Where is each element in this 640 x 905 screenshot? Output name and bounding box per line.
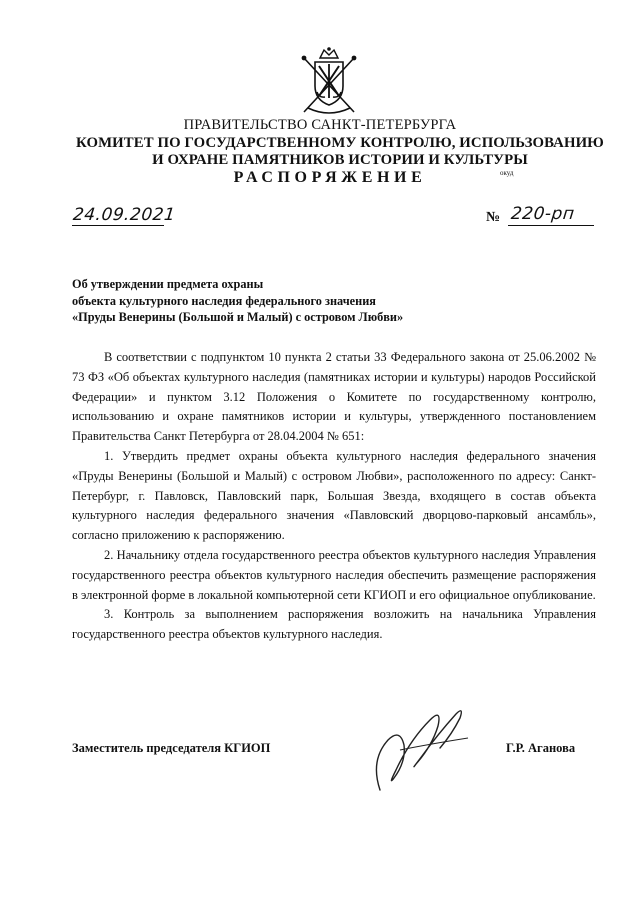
committee-title-line2: И ОХРАНЕ ПАМЯТНИКОВ ИСТОРИИ И КУЛЬТУРЫ bbox=[152, 152, 528, 168]
st-petersburg-coat-of-arms-icon bbox=[298, 46, 360, 118]
handwritten-signature-icon bbox=[360, 700, 480, 795]
committee-title bbox=[40, 135, 640, 169]
subject-line1: Об утверждении предмета охраны bbox=[72, 277, 264, 291]
document-subject bbox=[72, 276, 572, 326]
item-1-paragraph: 1. Утвердить предмет охраны объекта культурного наследия федерального значения «Пруды Венерины (Большой и Малый) с островом Любви», расположенного по адресу: Санкт-Петербург, г. Павловск, Павловский парк, Большая Звезда, входящего в состав объекта культурного наследия федерального значения «Павловский дворцово-парковый ансамбль», согласно приложению к распоряжению. bbox=[72, 448, 596, 543]
number-sign: № bbox=[486, 210, 501, 225]
preamble-paragraph: В соответствии с подпунктом 10 пункта 2 статьи 33 Федерального закона от 25.06.2002 № 73 ФЗ «Об объектах культурного наследия (памятниках истории и культуры) народов Российской Федерации» и пунктом 3.12 Положения о Комитете по государственному контролю, использованию и охране памятников истории и культуры, утвержденного постановлением Правительства Санкт Петербурга от 28.04.2004 № 651: bbox=[72, 350, 596, 444]
number-underline bbox=[508, 225, 594, 226]
subject-line3: «Пруды Венерины (Большой и Малый) с островом Любви» bbox=[72, 310, 404, 324]
document-body bbox=[72, 348, 596, 645]
document-number: 220-рп bbox=[509, 204, 576, 224]
signatory-title: Заместитель председателя КГИОП bbox=[72, 741, 271, 755]
signatory-name: Г.Р. Аганова bbox=[506, 741, 576, 755]
document-date: 24.09.2021 bbox=[71, 205, 177, 225]
item-2-paragraph: 2. Начальнику отдела государственного реестра объектов культурного наследия Управления государственного реестра объектов культурного наследия обеспечить размещение распоряжения в электронной форме в локальной компьютерной сети КГИОП и его официальное опубликование. bbox=[72, 547, 596, 602]
item-3-paragraph: 3. Контроль за выполнением распоряжения возложить на начальника Управления государственного реестра объектов культурного наследия. bbox=[72, 607, 596, 642]
subject-line2: объекта культурного наследия федерального значения bbox=[72, 293, 376, 308]
document-type-title: РАСПОРЯЖЕНИЕ bbox=[233, 169, 427, 186]
okud-label: окуд bbox=[500, 169, 514, 177]
committee-title-line1: КОМИТЕТ ПО ГОСУДАРСТВЕННОМУ КОНТРОЛЮ, ИСПОЛЬЗОВАНИЮ bbox=[76, 135, 604, 151]
date-underline bbox=[72, 225, 164, 226]
government-title: ПРАВИТЕЛЬСТВО САНКТ-ПЕТЕРБУРГА bbox=[183, 117, 457, 133]
